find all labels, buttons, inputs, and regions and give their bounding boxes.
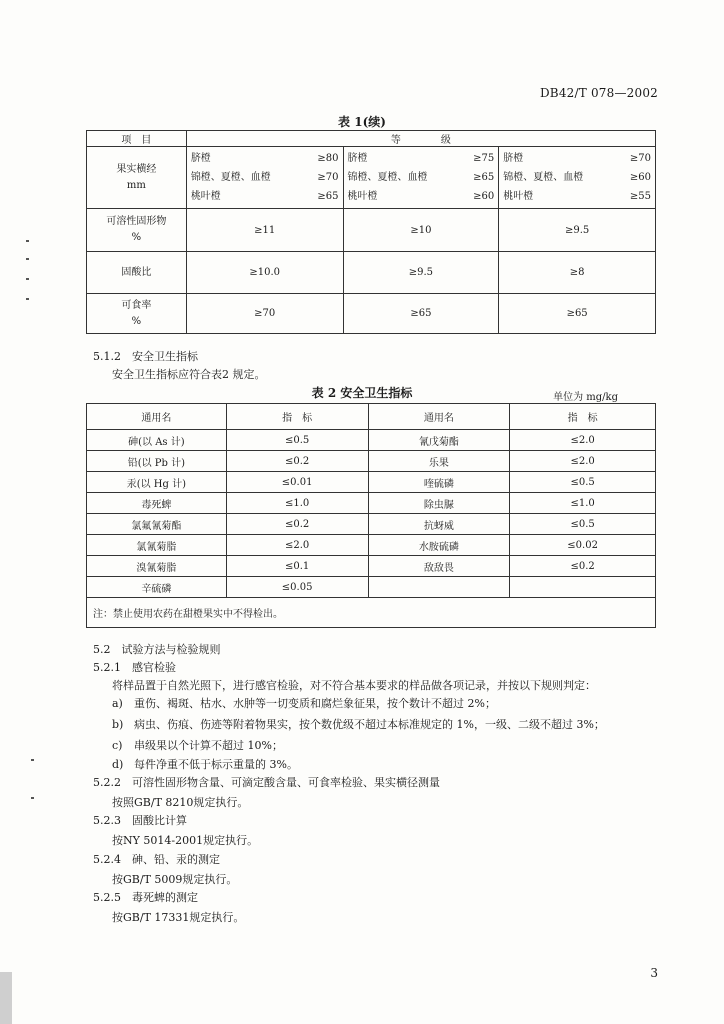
- variety: 桃叶橙: [503, 191, 534, 202]
- table2-limit-cell: ≤0.5: [510, 514, 656, 535]
- table1: [86, 130, 656, 334]
- section-5-2-4-title: 5.2.4 砷、铅、汞的测定: [93, 853, 220, 866]
- table2-limit-cell: ≤0.2: [226, 451, 368, 472]
- list-text: 串级果以个计算不超过 10%；: [134, 739, 283, 752]
- table-row: [87, 577, 656, 598]
- section-5-2-1-text: 将样品置于自然光照下，进行感官检验，对不符合基本要求的样品做各项记录，并按以下规则判定：: [112, 679, 596, 692]
- table-row: [87, 451, 656, 472]
- table2-name-cell: 砷(以 As 计): [87, 430, 227, 451]
- table2-limit-cell: ≤0.05: [226, 577, 368, 598]
- table1-value: ≥9.5: [343, 252, 499, 294]
- table2-caption: 表 2 安全卫生指标: [311, 386, 413, 400]
- scan-speck: [31, 759, 34, 761]
- table2-header: 指 标: [226, 404, 368, 430]
- section-5-1-2-text: 安全卫生指标应符合表2 规定。: [112, 368, 266, 381]
- list-marker: c): [112, 739, 123, 752]
- variety: 桃叶橙: [347, 191, 378, 202]
- table2-name-cell: 水胺硫磷: [368, 535, 510, 556]
- scan-speck: [31, 797, 34, 799]
- scan-speck: [26, 298, 29, 300]
- scan-speck: [26, 278, 29, 280]
- table2-limit-cell: ≤1.0: [226, 493, 368, 514]
- variety: 桃叶橙: [190, 191, 221, 202]
- table2-limit-cell: ≤2.0: [226, 535, 368, 556]
- table1-grade-cell: [186, 147, 343, 209]
- label-line: 可溶性固形物: [106, 216, 167, 227]
- value: ≥65: [317, 191, 339, 202]
- variety: 锦橙、夏橙、血橙: [190, 172, 271, 183]
- table-row: [87, 535, 656, 556]
- table1-row-soluble-solids: [87, 209, 656, 252]
- value: ≥70: [317, 172, 339, 183]
- value: ≥60: [629, 172, 651, 183]
- table1-value: ≥65: [499, 294, 656, 334]
- scan-edge-shadow: [0, 972, 12, 1024]
- table2-name-cell: 氰戊菊酯: [368, 430, 510, 451]
- section-5-2-5-title: 5.2.5 毒死蜱的测定: [93, 891, 198, 904]
- table2-limit-cell: ≤0.2: [226, 514, 368, 535]
- section-5-2-5-text: 按GB/T 17331规定执行。: [112, 911, 245, 924]
- table-row: [87, 430, 656, 451]
- table2-name-cell: [368, 577, 510, 598]
- value: ≥55: [629, 191, 651, 202]
- table-row: [87, 514, 656, 535]
- table1-row-label: [87, 209, 187, 252]
- page-number: 3: [650, 966, 658, 980]
- document-code: DB42/T 078—2002: [539, 86, 658, 100]
- table2-name-cell: 喹硫磷: [368, 472, 510, 493]
- table1-col-grade: 等 级: [186, 131, 655, 147]
- table2-header-row: [87, 404, 656, 430]
- list-item: [112, 737, 283, 753]
- variety: 脐橙: [503, 153, 524, 164]
- table1-col-item: 项 目: [87, 131, 187, 147]
- table2-name-cell: 氯氟氰菊酯: [87, 514, 227, 535]
- scan-speck: [26, 258, 29, 260]
- table2-header: 通用名: [87, 404, 227, 430]
- table1-value: ≥11: [186, 209, 343, 252]
- list-text: 重伤、褐斑、枯水、水肿等一切变质和腐烂象征果，按个数计不超过 2%；: [134, 697, 496, 710]
- table2-name-cell: 铅(以 Pb 计): [87, 451, 227, 472]
- label-line: 可食率: [121, 299, 152, 311]
- table1-value: ≥9.5: [499, 209, 656, 252]
- list-marker: d): [112, 758, 124, 771]
- label-line: %: [131, 232, 142, 243]
- table2-note: 注：禁止使用农药在甜橙果实中不得检出。: [87, 598, 656, 628]
- table2-note-row: [87, 598, 656, 628]
- section-5-2-4-text: 按GB/T 5009规定执行。: [112, 873, 238, 886]
- variety: 脐橙: [347, 153, 368, 164]
- list-item: [112, 716, 605, 732]
- section-5-2-title: 5.2 试验方法与检验规则: [93, 643, 221, 656]
- section-5-2-1-title: 5.2.1 感官检验: [93, 661, 176, 674]
- value: ≥75: [473, 153, 495, 164]
- table2-limit-cell: ≤0.01: [226, 472, 368, 493]
- table2-name-cell: 溴氰菊脂: [87, 556, 227, 577]
- table1-value: ≥70: [186, 294, 343, 334]
- table2-limit-cell: ≤2.0: [510, 451, 656, 472]
- table1-value: ≥10.0: [186, 252, 343, 294]
- table2-limit-cell: ≤2.0: [510, 430, 656, 451]
- section-5-2-3-text: 按NY 5014-2001规定执行。: [112, 834, 259, 847]
- table2-limit-cell: [510, 577, 656, 598]
- section-5-2-3-title: 5.2.3 固酸比计算: [93, 814, 187, 827]
- table2-unit: 单位为 mg/kg: [553, 392, 618, 403]
- label-line: 果实横经: [116, 163, 157, 175]
- value: ≥60: [473, 191, 495, 202]
- list-item: [112, 695, 496, 711]
- table1-row-label: [87, 147, 187, 209]
- list-marker: b): [112, 718, 124, 731]
- table2-limit-cell: ≤0.2: [510, 556, 656, 577]
- value: ≥65: [473, 172, 495, 183]
- list-item: [112, 756, 298, 772]
- table-row: [87, 556, 656, 577]
- section-5-2-2-text: 按照GB/T 8210规定执行。: [112, 796, 249, 809]
- variety: 锦橙、夏橙、血橙: [347, 172, 428, 183]
- label-line: %: [131, 315, 142, 327]
- variety: 脐橙: [190, 153, 211, 164]
- label-line: mm: [126, 179, 146, 191]
- table1-row-edible-rate: [87, 294, 656, 334]
- section-5-1-2-title: 5.1.2 安全卫生指标: [93, 350, 198, 363]
- table1-row-label: [87, 294, 187, 334]
- table1-caption: 表 1(续): [338, 115, 386, 129]
- list-text: 病虫、伤痕、伤迹等附着物果实，按个数优级不超过本标准规定的 1%，一级、二级不超过 3%；: [134, 718, 605, 731]
- table2-name-cell: 汞(以 Hg 计): [87, 472, 227, 493]
- table2-name-cell: 辛硫磷: [87, 577, 227, 598]
- table2-name-cell: 除虫脲: [368, 493, 510, 514]
- variety: 锦橙、夏橙、血橙: [503, 172, 584, 183]
- table2: [86, 403, 656, 628]
- table1-row-diameter: [87, 147, 656, 209]
- table2-limit-cell: ≤0.02: [510, 535, 656, 556]
- table-row: [87, 493, 656, 514]
- scan-speck: [26, 240, 29, 242]
- table1-row-ratio: [87, 252, 656, 294]
- table1-value: ≥8: [499, 252, 656, 294]
- table2-limit-cell: ≤0.1: [226, 556, 368, 577]
- table1-row-label: 固酸比: [87, 252, 187, 294]
- section-5-2-2-title: 5.2.2 可溶性固形物含量、可滴定酸含量、可食率检验、果实横径测量: [93, 776, 440, 789]
- table2-name-cell: 乐果: [368, 451, 510, 472]
- table2-header: 通用名: [368, 404, 510, 430]
- table1-header-row: [87, 131, 656, 147]
- value: ≥80: [317, 153, 339, 164]
- table2-header: 指 标: [510, 404, 656, 430]
- table2-limit-cell: ≤0.5: [226, 430, 368, 451]
- table1-grade-cell: [343, 147, 499, 209]
- table2-name-cell: 抗蚜威: [368, 514, 510, 535]
- table2-name-cell: 敌敌畏: [368, 556, 510, 577]
- table2-name-cell: 氯氰菊脂: [87, 535, 227, 556]
- table1-value: ≥10: [343, 209, 499, 252]
- table1-value: ≥65: [343, 294, 499, 334]
- table2-limit-cell: ≤1.0: [510, 493, 656, 514]
- table-row: [87, 472, 656, 493]
- list-marker: a): [112, 697, 123, 710]
- table1-grade-cell: [499, 147, 656, 209]
- value: ≥70: [629, 153, 651, 164]
- table2-limit-cell: ≤0.5: [510, 472, 656, 493]
- table2-name-cell: 毒死蜱: [87, 493, 227, 514]
- list-text: 每件净重不低于标示重量的 3%。: [134, 758, 298, 771]
